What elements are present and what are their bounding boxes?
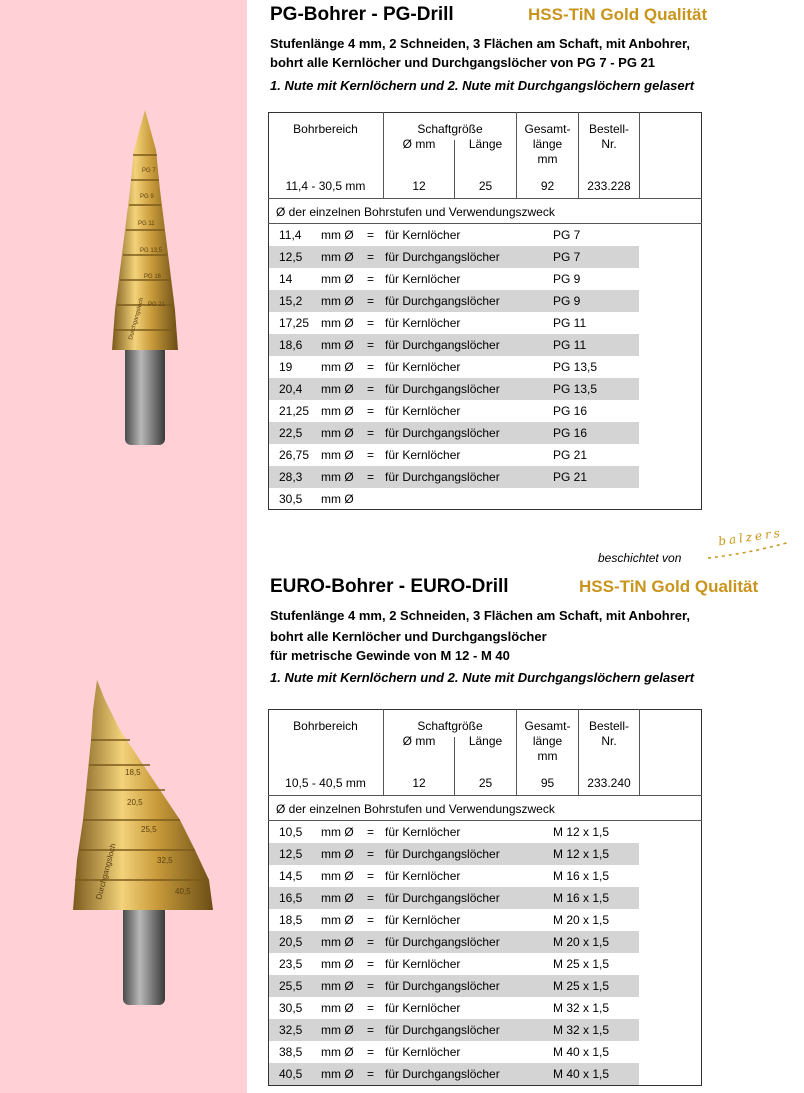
pg-row-size: 11,4	[279, 228, 302, 242]
pg-usage-row	[269, 356, 639, 378]
euro-value-diameter: 12	[412, 776, 426, 790]
euro-description-line-3: für metrische Gewinde von M 12 - M 40	[270, 648, 510, 663]
pg-usage-row	[269, 378, 639, 400]
pg-header-bohrbereich: Bohrbereich	[293, 122, 358, 136]
euro-row-use: für Durchgangslöcher	[385, 847, 500, 861]
pg-value-range: 11,4 - 30,5 mm	[285, 179, 366, 193]
pg-row-size: 28,3	[279, 470, 303, 484]
euro-row-eq: =	[367, 979, 375, 993]
balzers-logo: balzers	[717, 525, 784, 549]
pg-value-diameter: 12	[412, 179, 426, 193]
euro-row-size: 18,5	[279, 913, 303, 927]
euro-usage-row	[269, 843, 639, 865]
euro-row-unit: mm Ø	[321, 825, 354, 839]
euro-header-schaft: Schaftgröße	[417, 719, 483, 733]
pg-usage-row	[269, 312, 639, 334]
euro-row-unit: mm Ø	[321, 1023, 354, 1037]
euro-header-order-2: Nr.	[601, 734, 617, 748]
pg-row-thread: PG 11	[553, 316, 587, 330]
pg-header-order-2: Nr.	[601, 137, 617, 151]
pg-row-use: für Kernlöcher	[385, 360, 461, 374]
euro-drill-label: 25,5	[141, 825, 157, 834]
euro-row-eq: =	[367, 1067, 375, 1081]
pg-usage-heading: Ø der einzelnen Bohrstufen und Verwendungszweck	[276, 205, 555, 219]
euro-row-thread: M 25 x 1,5	[553, 979, 610, 993]
pg-usage-row	[269, 290, 639, 312]
pg-usage-row	[269, 246, 639, 268]
pg-header-order-1: Bestell-	[588, 122, 629, 136]
pg-row-unit: mm Ø	[321, 470, 354, 484]
euro-row-thread: M 20 x 1,5	[553, 913, 610, 927]
euro-value-order-no: 233.240	[587, 776, 631, 790]
euro-row-unit: mm Ø	[321, 957, 354, 971]
balzers-logo-swoosh	[706, 540, 792, 562]
euro-row-thread: M 12 x 1,5	[553, 825, 610, 839]
euro-row-thread: M 40 x 1,5	[553, 1067, 610, 1081]
euro-header-total-2: länge	[532, 734, 563, 748]
pg-usage-row	[269, 224, 639, 246]
euro-header-total-3: mm	[537, 749, 558, 763]
euro-row-use: für Kernlöcher	[385, 1001, 461, 1015]
pg-row-eq: =	[367, 426, 375, 440]
pg-row-use: für Durchgangslöcher	[385, 382, 500, 396]
euro-usage-row	[269, 1019, 639, 1041]
pg-usage-row	[269, 334, 639, 356]
pg-row-size: 15,2	[279, 294, 303, 308]
euro-row-size: 25,5	[279, 979, 303, 993]
pg-row-eq: =	[367, 448, 375, 462]
pg-row-eq: =	[367, 382, 375, 396]
euro-row-eq: =	[367, 847, 375, 861]
pg-header-schaft: Schaftgröße	[417, 122, 483, 136]
euro-usage-row	[269, 953, 639, 975]
euro-row-thread: M 40 x 1,5	[553, 1045, 610, 1059]
euro-title: EURO-Bohrer - EURO-Drill	[270, 576, 509, 597]
pg-usage-row	[269, 488, 639, 510]
pg-row-eq: =	[367, 250, 375, 264]
euro-header-length: Länge	[468, 734, 503, 748]
pg-row-size: 14	[279, 272, 293, 286]
euro-row-thread: M 16 x 1,5	[553, 891, 610, 905]
euro-row-unit: mm Ø	[321, 869, 354, 883]
pg-row-eq: =	[367, 316, 375, 330]
pg-value-total: 92	[540, 179, 555, 193]
pg-row-size: 21,25	[279, 404, 310, 418]
pg-row-eq: =	[367, 272, 375, 286]
euro-usage-row	[269, 1063, 639, 1085]
euro-row-unit: mm Ø	[321, 1067, 354, 1081]
euro-row-size: 10,5	[279, 825, 303, 839]
pg-row-thread: PG 13,5	[553, 360, 598, 374]
euro-usage-row	[269, 931, 639, 953]
pg-row-unit: mm Ø	[321, 382, 354, 396]
euro-row-use: für Kernlöcher	[385, 913, 461, 927]
euro-row-use: für Durchgangslöcher	[385, 935, 500, 949]
pg-drill-label: PG 13,5	[140, 248, 163, 254]
euro-drill-label: 20,5	[127, 798, 143, 807]
pg-description-line-1: Stufenlänge 4 mm, 2 Schneiden, 3 Flächen am Schaft, mit Anbohrer,	[270, 36, 690, 51]
pg-usage-row	[269, 444, 639, 466]
pg-row-thread: PG 21	[553, 470, 588, 484]
euro-header-bohrbereich: Bohrbereich	[293, 719, 358, 733]
pg-row-use: für Durchgangslöcher	[385, 470, 500, 484]
euro-row-use: für Durchgangslöcher	[385, 1067, 500, 1081]
pg-row-size: 30,5	[279, 492, 303, 506]
euro-row-eq: =	[367, 869, 375, 883]
pg-row-size: 12,5	[279, 250, 303, 264]
pg-row-use: für Durchgangslöcher	[385, 426, 500, 440]
pg-row-use: für Durchgangslöcher	[385, 250, 500, 264]
pg-row-use: für Kernlöcher	[385, 228, 461, 242]
pg-row-eq: =	[367, 228, 375, 242]
pg-row-unit: mm Ø	[321, 448, 354, 462]
pg-row-thread: PG 7	[553, 228, 581, 242]
euro-row-thread: M 25 x 1,5	[553, 957, 610, 971]
pg-header-length: Länge	[468, 137, 503, 151]
euro-drill-label: 32,5	[157, 856, 173, 865]
euro-row-use: für Kernlöcher	[385, 1045, 461, 1059]
pg-row-use: für Kernlöcher	[385, 448, 461, 462]
pg-description-line-2: bohrt alle Kernlöcher und Durchgangslöcher von PG 7 - PG 21	[270, 55, 656, 70]
euro-row-size: 38,5	[279, 1045, 303, 1059]
pg-header-total-2: länge	[532, 137, 563, 151]
pg-row-unit: mm Ø	[321, 426, 354, 440]
euro-row-unit: mm Ø	[321, 913, 354, 927]
euro-header-total-1: Gesamt-	[524, 719, 571, 733]
euro-row-size: 40,5	[279, 1067, 303, 1081]
pg-row-size: 18,6	[279, 338, 303, 352]
pg-drill-label: PG 16	[144, 274, 162, 280]
euro-drill-image	[65, 680, 225, 1020]
euro-row-unit: mm Ø	[321, 1045, 354, 1059]
pg-row-unit: mm Ø	[321, 338, 354, 352]
pg-row-thread: PG 16	[553, 404, 588, 418]
pg-row-eq: =	[367, 404, 375, 418]
pg-row-unit: mm Ø	[321, 404, 354, 418]
pg-usage-row	[269, 466, 639, 488]
pg-title: PG-Bohrer - PG-Drill	[270, 4, 454, 25]
pg-usage-row	[269, 268, 639, 290]
pg-row-thread: PG 11	[553, 338, 587, 352]
pg-row-unit: mm Ø	[321, 228, 354, 242]
euro-row-size: 20,5	[279, 935, 303, 949]
pg-row-eq: =	[367, 470, 375, 484]
euro-usage-row	[269, 975, 639, 997]
pg-row-size: 20,4	[279, 382, 303, 396]
euro-row-eq: =	[367, 891, 375, 905]
euro-row-use: für Durchgangslöcher	[385, 979, 500, 993]
pg-drill-label: PG 21	[148, 302, 166, 308]
euro-row-unit: mm Ø	[321, 935, 354, 949]
euro-row-size: 12,5	[279, 847, 303, 861]
pg-row-use: für Kernlöcher	[385, 316, 461, 330]
pg-row-unit: mm Ø	[321, 316, 354, 330]
pg-quality-label: HSS-TiN Gold Qualität	[528, 5, 708, 24]
pg-row-eq: =	[367, 360, 375, 374]
euro-drill-label: Durchgangsloch	[94, 842, 118, 901]
euro-row-eq: =	[367, 935, 375, 949]
pg-row-use: für Kernlöcher	[385, 404, 461, 418]
euro-usage-row	[269, 997, 639, 1019]
euro-row-eq: =	[367, 1001, 375, 1015]
pg-row-unit: mm Ø	[321, 250, 354, 264]
pg-row-size: 17,25	[279, 316, 310, 330]
euro-usage-row	[269, 865, 639, 887]
pg-row-thread: PG 9	[553, 272, 581, 286]
pg-drill-label: PG 9	[140, 194, 154, 200]
pg-usage-row	[269, 400, 639, 422]
euro-row-thread: M 32 x 1,5	[553, 1023, 610, 1037]
pg-usage-row	[269, 422, 639, 444]
euro-value-range: 10,5 - 40,5 mm	[285, 776, 366, 790]
euro-value-length: 25	[478, 776, 493, 790]
euro-row-size: 23,5	[279, 957, 303, 971]
pg-value-order-no: 233.228	[587, 179, 631, 193]
euro-row-thread: M 12 x 1,5	[553, 847, 610, 861]
pg-row-use: für Kernlöcher	[385, 272, 461, 286]
pg-row-thread: PG 7	[553, 250, 581, 264]
euro-row-use: für Kernlöcher	[385, 957, 461, 971]
euro-description-line-4: 1. Nute mit Kernlöchern und 2. Nute mit Durchgangslöchern gelasert	[270, 670, 695, 685]
euro-row-use: für Kernlöcher	[385, 825, 461, 839]
euro-quality-label: HSS-TiN Gold Qualität	[579, 577, 759, 596]
euro-row-use: für Kernlöcher	[385, 869, 461, 883]
pg-row-unit: mm Ø	[321, 294, 354, 308]
euro-drill-label: 18,5	[125, 768, 141, 777]
euro-row-eq: =	[367, 1023, 375, 1037]
euro-row-thread: M 16 x 1,5	[553, 869, 610, 883]
euro-row-use: für Durchgangslöcher	[385, 1023, 500, 1037]
euro-row-size: 32,5	[279, 1023, 303, 1037]
pg-row-eq: =	[367, 338, 375, 352]
euro-row-thread: M 20 x 1,5	[553, 935, 610, 949]
euro-row-thread: M 32 x 1,5	[553, 1001, 610, 1015]
euro-row-unit: mm Ø	[321, 847, 354, 861]
pg-description-line-3: 1. Nute mit Kernlöchern und 2. Nute mit Durchgangslöchern gelasert	[270, 78, 695, 93]
euro-row-unit: mm Ø	[321, 1001, 354, 1015]
pg-row-thread: PG 21	[553, 448, 588, 462]
pg-value-length: 25	[478, 179, 493, 193]
pg-row-eq: =	[367, 294, 375, 308]
pg-drill-label: Durchgangsloch	[128, 297, 146, 341]
pg-row-unit: mm Ø	[321, 492, 354, 506]
euro-description-line-1: Stufenlänge 4 mm, 2 Schneiden, 3 Flächen am Schaft, mit Anbohrer,	[270, 608, 690, 623]
pg-row-thread: PG 16	[553, 426, 588, 440]
euro-header-order-1: Bestell-	[588, 719, 629, 733]
euro-row-unit: mm Ø	[321, 891, 354, 905]
pg-row-unit: mm Ø	[321, 360, 354, 374]
euro-usage-heading: Ø der einzelnen Bohrstufen und Verwendungszweck	[276, 802, 555, 816]
euro-row-size: 30,5	[279, 1001, 303, 1015]
euro-usage-row	[269, 1041, 639, 1063]
pg-row-unit: mm Ø	[321, 272, 354, 286]
euro-header-diameter: Ø mm	[402, 734, 436, 748]
pg-row-thread: PG 13,5	[553, 382, 598, 396]
pg-row-thread: PG 9	[553, 294, 581, 308]
pg-header-diameter: Ø mm	[402, 137, 436, 151]
euro-row-eq: =	[367, 825, 375, 839]
euro-row-eq: =	[367, 913, 375, 927]
coated-by-label: beschichtet von	[598, 551, 682, 565]
euro-row-use: für Durchgangslöcher	[385, 891, 500, 905]
pg-row-size: 26,75	[279, 448, 310, 462]
euro-value-total: 95	[540, 776, 555, 790]
euro-usage-row	[269, 887, 639, 909]
euro-row-eq: =	[367, 1045, 375, 1059]
pg-drill-image	[70, 110, 220, 450]
euro-description-line-2: bohrt alle Kernlöcher und Durchgangslöcher	[270, 629, 547, 644]
pg-header-total-1: Gesamt-	[524, 122, 571, 136]
pg-row-size: 22,5	[279, 426, 303, 440]
pg-drill-label: PG 11	[138, 221, 155, 227]
euro-usage-row	[269, 909, 639, 931]
pg-drill-label: PG 7	[142, 168, 156, 174]
euro-row-eq: =	[367, 957, 375, 971]
pg-header-total-3: mm	[537, 152, 558, 166]
pg-row-use: für Durchgangslöcher	[385, 338, 500, 352]
euro-usage-row	[269, 821, 639, 843]
pg-row-use: für Durchgangslöcher	[385, 294, 500, 308]
euro-drill-label: 40,5	[175, 887, 191, 896]
euro-row-unit: mm Ø	[321, 979, 354, 993]
euro-row-size: 16,5	[279, 891, 303, 905]
euro-row-size: 14,5	[279, 869, 303, 883]
pg-row-size: 19	[279, 360, 293, 374]
